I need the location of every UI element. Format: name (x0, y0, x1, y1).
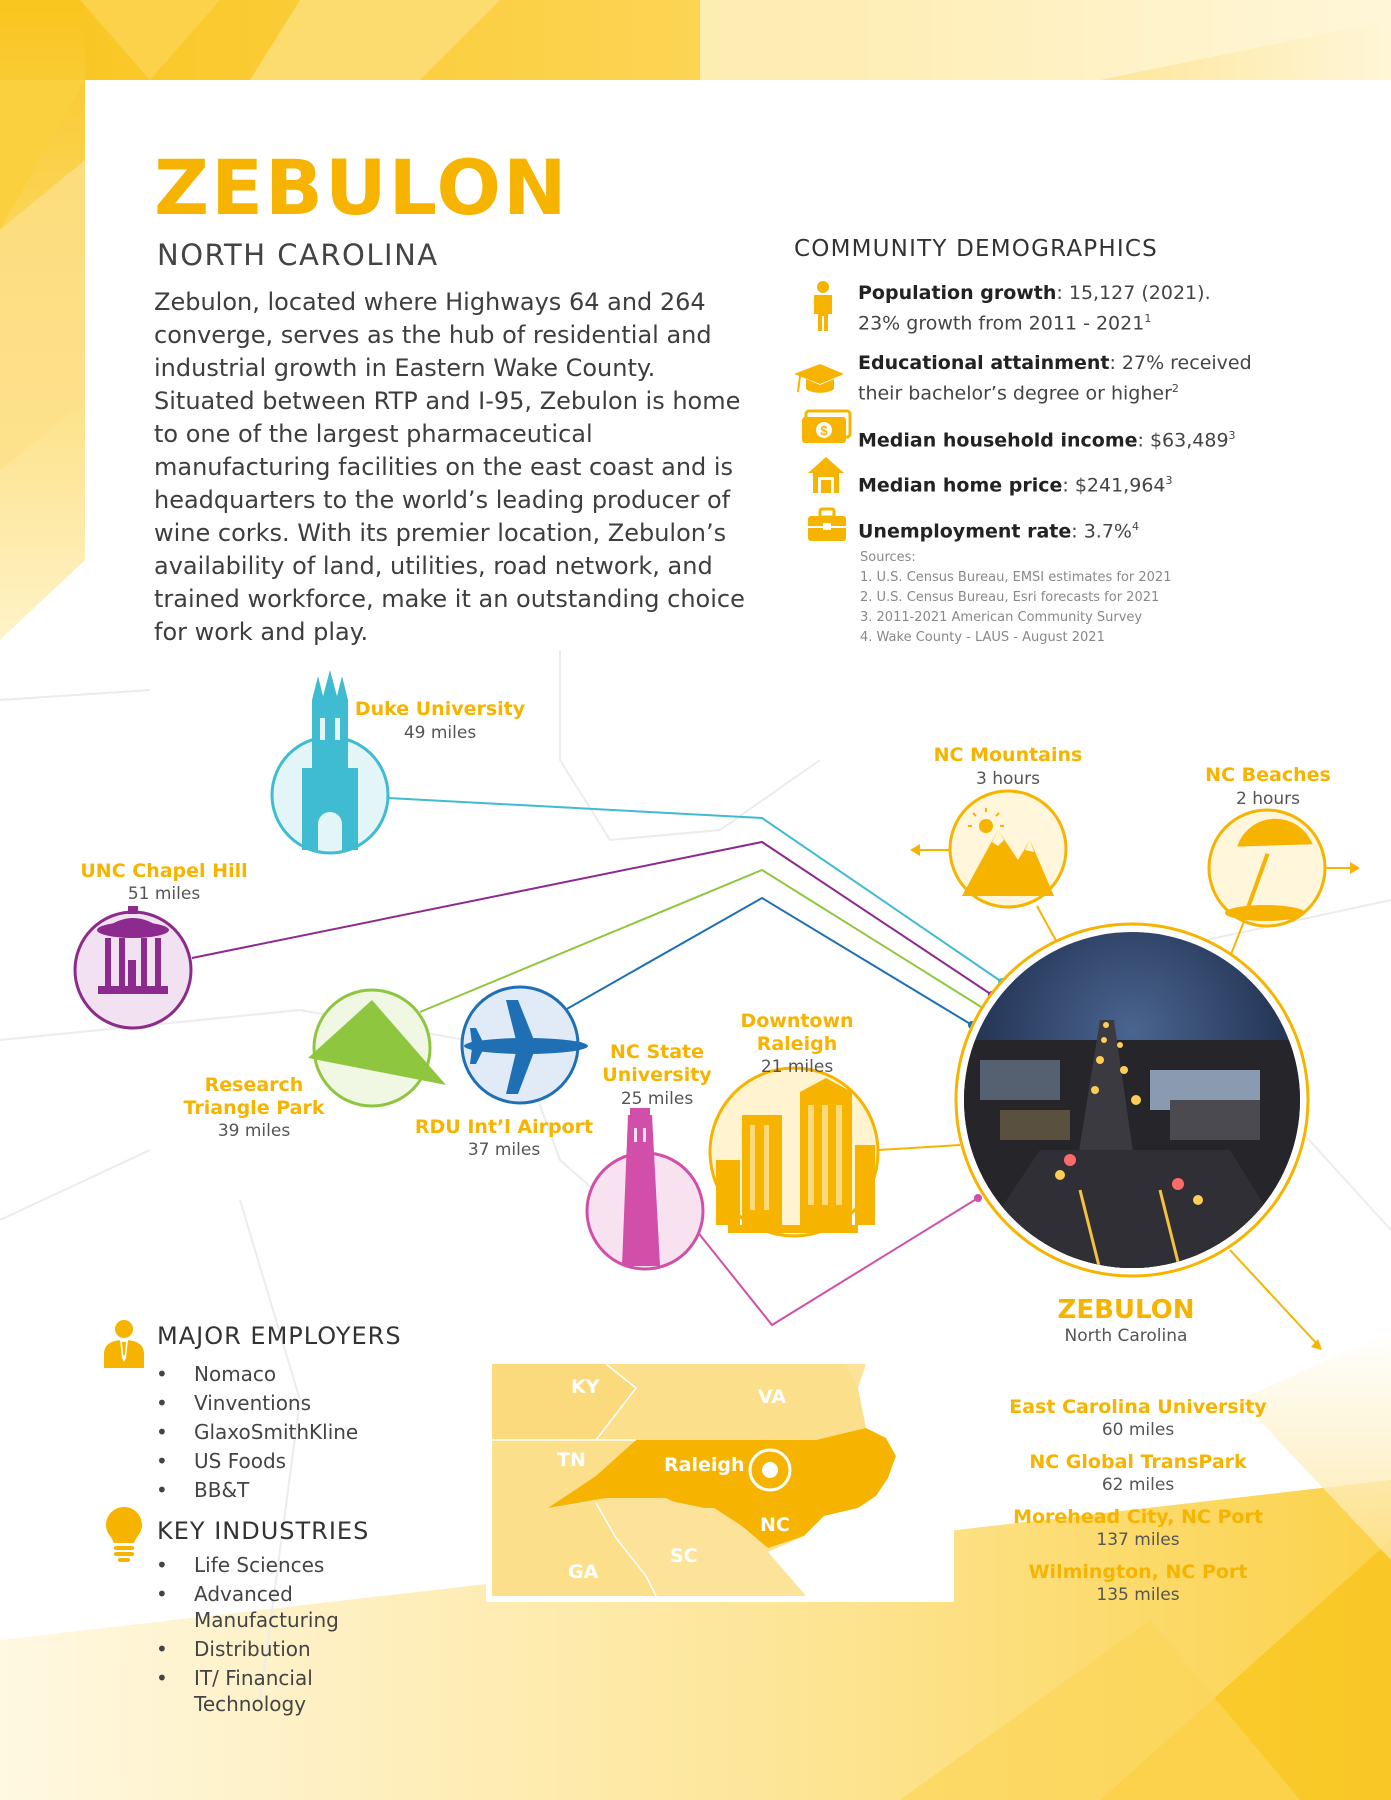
map-label-sc: SC (670, 1545, 698, 1567)
list-item: • US Foods (156, 1447, 358, 1476)
mountains-node (950, 791, 1066, 907)
source-line: 2. U.S. Census Bureau, Esri forecasts for 2021 (860, 590, 1160, 605)
unc-name: UNC Chapel Hill (80, 860, 248, 882)
footnote-ref: 4 (1131, 520, 1139, 533)
employee-icon (100, 1318, 148, 1370)
footnote-ref: 2 (1171, 382, 1179, 395)
map-label-nc: NC (760, 1514, 790, 1536)
other-destination-distance: 137 miles (1096, 1530, 1180, 1550)
beaches-node (1209, 807, 1325, 926)
footnote-ref: 3 (1165, 474, 1173, 487)
list-item: • GlaxoSmithKline (156, 1418, 358, 1447)
map-label-ga: GA (568, 1561, 599, 1583)
ncsu-name-line2: University (602, 1064, 712, 1086)
map-label-ky: KY (571, 1376, 600, 1398)
demo-label: Median household income (858, 429, 1138, 452)
rdu-node (462, 987, 588, 1103)
source-line: 1. U.S. Census Bureau, EMSI estimates for 2021 (860, 570, 1172, 585)
rtp-distance: 39 miles (217, 1121, 291, 1141)
mountains-name: NC Mountains (933, 744, 1083, 766)
map-label-raleigh: Raleigh (664, 1454, 745, 1476)
source-line: 3. 2011-2021 American Community Survey (860, 610, 1143, 625)
list-item-text: Life Sciences (194, 1553, 325, 1577)
demo-value: : $241,964 (1062, 474, 1166, 497)
raleigh-name-line2: Raleigh (756, 1033, 838, 1055)
lightbulb-icon (104, 1505, 144, 1563)
list-item-text: Distribution (194, 1637, 311, 1661)
regional-map (486, 1358, 954, 1602)
demo-value-line2: their bachelor’s degree or higher (858, 382, 1172, 405)
demo-value: : 27% received (1109, 352, 1252, 374)
intro-paragraph: Zebulon, located where Highways 64 and 264 converge, serves as the hub of residential and industrial growth in Eastern Wake County. Situated between RTP and I-95, Zebulon is home to one of the largest pharmaceutical manufacturing facilities on the east coast and is headquarters to the world’s leading producer of wine corks. With its premier location, Zebulon’s availability of land, utilities, road network, and trained workforce, make it an outstanding choice for work and play. (154, 288, 745, 646)
raleigh-distance: 21 miles (760, 1057, 834, 1077)
list-item-text: Advanced (194, 1582, 293, 1606)
other-destination-name: East Carolina University (1009, 1396, 1267, 1418)
duke-name: Duke University (354, 698, 526, 720)
list-item (156, 1552, 339, 1578)
mountains-distance: 3 hours (975, 769, 1040, 789)
other-destination-distance: 135 miles (1096, 1585, 1180, 1605)
map-label-va: VA (758, 1386, 787, 1408)
other-destination-name: NC Global TransPark (1029, 1451, 1247, 1473)
rtp-name-line1: Research (204, 1074, 304, 1096)
ncsu-node (587, 1108, 703, 1269)
rdu-name: RDU Int’l Airport (414, 1116, 594, 1138)
hub-name: ZEBULON (1057, 1295, 1195, 1325)
svg-text:$: $ (820, 423, 828, 438)
industries-title: KEY INDUSTRIES (157, 1517, 370, 1545)
demo-label: Educational attainment (858, 352, 1110, 374)
list-item: • Nomaco (156, 1360, 358, 1389)
old-well-columns-icon (98, 938, 168, 994)
raleigh-node (710, 1068, 878, 1236)
ncsu-name-line1: NC State (609, 1041, 705, 1063)
beaches-name: NC Beaches (1205, 764, 1331, 786)
list-item-text-line2: Technology (194, 1692, 307, 1716)
footnote-ref: 3 (1228, 429, 1236, 442)
raleigh-name-line1: Downtown (740, 1010, 854, 1032)
demo-label: Median home price (858, 474, 1063, 497)
list-item-text: IT/ Financial (194, 1666, 313, 1690)
zebulon-hub (956, 924, 1308, 1276)
list-item (156, 1581, 339, 1633)
demo-value: : 3.7% (1071, 520, 1132, 543)
list-item-text-line2: Manufacturing (194, 1608, 339, 1632)
employers-list (156, 1360, 358, 1505)
demo-value-line2: 23% growth from 2011 - 2021 (858, 312, 1145, 335)
industries-list (156, 1552, 339, 1717)
rdu-distance: 37 miles (467, 1140, 541, 1160)
belltower-icon (622, 1108, 660, 1266)
page-subtitle: NORTH CAROLINA (157, 238, 439, 272)
demo-value: : 15,127 (2021). (1056, 282, 1211, 304)
demo-label: Population growth (858, 282, 1057, 304)
footnote-ref: 1 (1144, 312, 1152, 325)
ncsu-distance: 25 miles (620, 1089, 694, 1109)
list-item (156, 1636, 339, 1662)
demographics-title: COMMUNITY DEMOGRAPHICS (794, 236, 1158, 262)
other-destination-distance: 60 miles (1101, 1420, 1175, 1440)
list-item (156, 1665, 339, 1717)
source-line: 4. Wake County - LAUS - August 2021 (860, 630, 1105, 645)
hub-state: North Carolina (1064, 1326, 1188, 1346)
unc-distance: 51 miles (127, 884, 201, 904)
rtp-name-line2: Triangle Park (183, 1097, 325, 1119)
map-label-tn: TN (557, 1449, 586, 1471)
other-destination-name: Wilmington, NC Port (1028, 1561, 1248, 1583)
other-destination-distance: 62 miles (1101, 1475, 1175, 1495)
duke-distance: 49 miles (403, 723, 477, 743)
other-destination-name: Morehead City, NC Port (1013, 1506, 1263, 1528)
list-item: • BB&T (156, 1476, 358, 1505)
page-title: ZEBULON (154, 143, 569, 232)
demo-value: : $63,489 (1137, 429, 1229, 452)
demo-label: Unemployment rate (858, 520, 1072, 543)
list-item: • Vinventions (156, 1389, 358, 1418)
sources-heading: Sources: (860, 550, 916, 565)
beaches-distance: 2 hours (1235, 789, 1300, 809)
employers-title: MAJOR EMPLOYERS (157, 1322, 402, 1350)
